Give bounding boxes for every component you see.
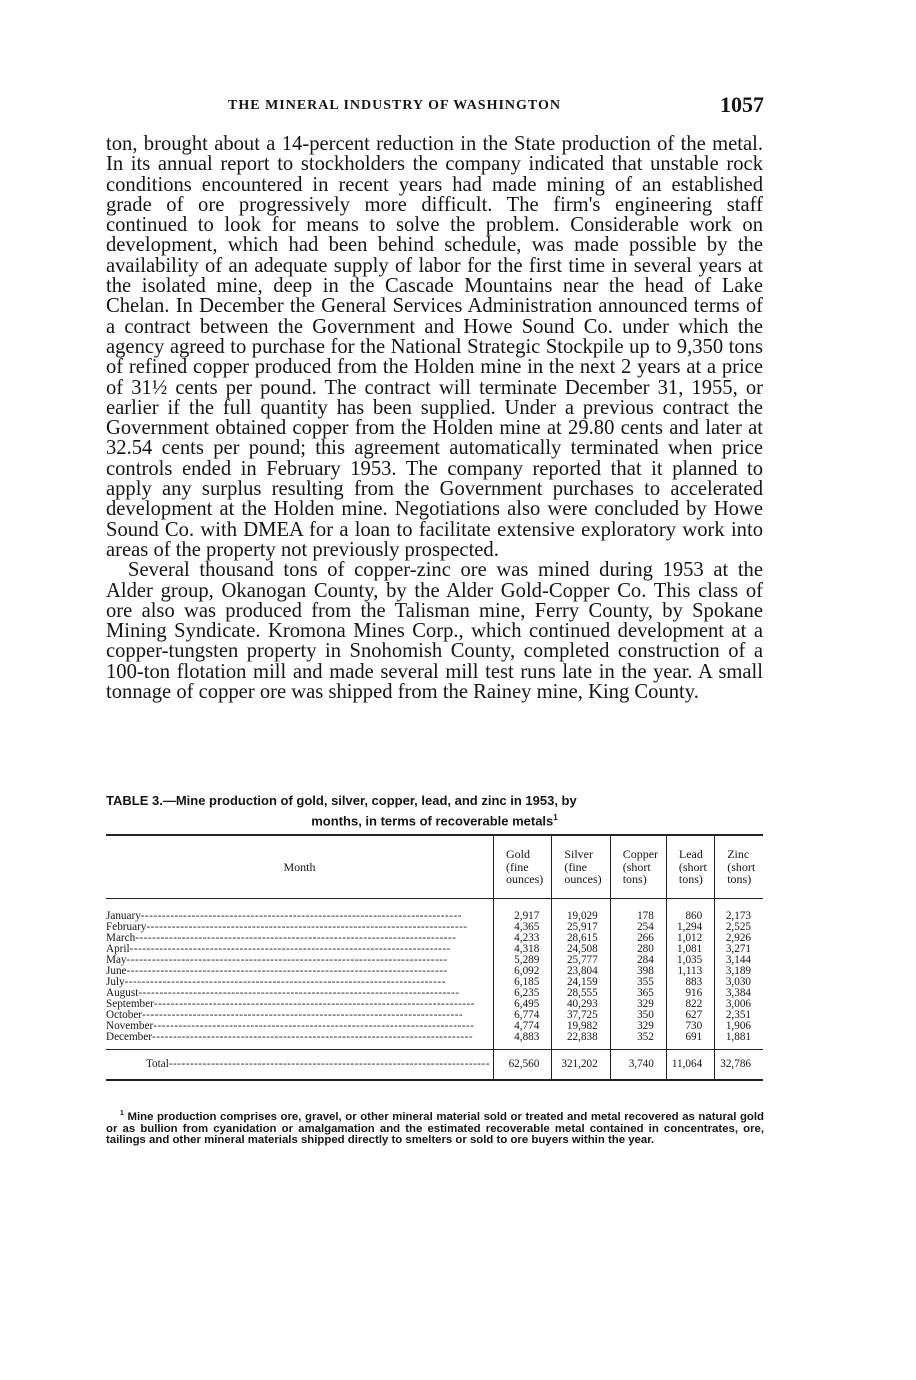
column-header-text: ounces) xyxy=(505,872,544,887)
lead-cell: 627 xyxy=(666,1010,714,1021)
silver-cell: 25,917 xyxy=(552,922,610,933)
silver-cell: 19,029 xyxy=(552,899,610,923)
zinc-cell: 3,006 xyxy=(715,999,763,1010)
lead-cell: 1,035 xyxy=(666,955,714,966)
zinc-cell: 3,384 xyxy=(715,988,763,999)
copper-cell: 254 xyxy=(610,922,666,933)
table-row xyxy=(106,899,763,923)
month-cell: October ----- xyxy=(106,1010,493,1021)
table-row xyxy=(106,922,763,933)
column-header-text: (short xyxy=(678,859,707,874)
silver-cell: 22,838 xyxy=(552,1032,610,1050)
silver-cell: 25,777 xyxy=(552,955,610,966)
zinc-cell: 2,525 xyxy=(715,922,763,933)
copper-cell: 398 xyxy=(610,966,666,977)
gold-cell: 4,365 xyxy=(493,922,551,933)
column-header-text: (fine xyxy=(564,859,587,874)
silver-cell: 19,982 xyxy=(552,1021,610,1032)
production-table xyxy=(106,834,763,1081)
page-number: 1057 xyxy=(720,92,764,117)
copper-cell: 352 xyxy=(610,1032,666,1050)
month-cell: January ----- xyxy=(106,899,493,923)
zinc-total: 32,786 xyxy=(715,1050,763,1081)
column-header-copper xyxy=(610,835,666,899)
zinc-cell: 3,271 xyxy=(715,944,763,955)
month-cell: April ----- xyxy=(106,944,493,955)
zinc-cell: 2,926 xyxy=(715,933,763,944)
lead-cell: 822 xyxy=(666,999,714,1010)
table-row xyxy=(106,933,763,944)
copper-cell: 284 xyxy=(610,955,666,966)
gold-cell: 5,289 xyxy=(493,955,551,966)
copper-cell: 350 xyxy=(610,1010,666,1021)
column-header-text: tons) xyxy=(727,872,752,887)
zinc-cell: 1,881 xyxy=(715,1032,763,1050)
zinc-cell: 3,144 xyxy=(715,955,763,966)
column-header-month xyxy=(106,835,493,899)
table-row xyxy=(106,955,763,966)
copper-cell: 329 xyxy=(610,999,666,1010)
column-header-text: tons) xyxy=(622,872,647,887)
lead-cell: 730 xyxy=(666,1021,714,1032)
zinc-cell: 3,030 xyxy=(715,977,763,988)
gold-cell: 4,233 xyxy=(493,933,551,944)
column-header-text: Copper xyxy=(622,847,659,862)
copper-total: 3,740 xyxy=(610,1050,666,1081)
zinc-cell: 2,351 xyxy=(715,1010,763,1021)
column-header-text: Month xyxy=(283,859,316,874)
silver-cell: 37,725 xyxy=(552,1010,610,1021)
column-header-text: Lead xyxy=(678,847,703,862)
gold-cell: 4,883 xyxy=(493,1032,551,1050)
table-row xyxy=(106,944,763,955)
gold-cell: 2,917 xyxy=(493,899,551,923)
lead-cell: 1,081 xyxy=(666,944,714,955)
gold-cell: 6,092 xyxy=(493,966,551,977)
month-cell: March ----- xyxy=(106,933,493,944)
column-header-zinc xyxy=(715,835,763,899)
month-cell: February ----- xyxy=(106,922,493,933)
column-header-text: Gold xyxy=(505,847,530,862)
caption-line-2-wrap xyxy=(106,809,763,829)
header-row xyxy=(106,835,763,899)
copper-cell: 266 xyxy=(610,933,666,944)
month-cell: August ----- xyxy=(106,988,493,999)
footnote-mark: 1 xyxy=(120,1110,124,1117)
gold-cell: 6,774 xyxy=(493,1010,551,1021)
column-header-text: (fine xyxy=(505,859,529,874)
gold-cell: 6,495 xyxy=(493,999,551,1010)
gold-cell: 4,774 xyxy=(493,1021,551,1032)
lead-cell: 860 xyxy=(666,899,714,923)
zinc-cell: 2,173 xyxy=(715,899,763,923)
month-cell: May ----- xyxy=(106,955,493,966)
footnote-text: Mine production comprises ore, gravel, or other mineral material sold or treated and metal recovered as natural gold or as bullion from cyanidation or amalgamation and the estimated recoverable metal contained in concentrates, ore, tailings and other mineral materials shipped directly to smelters or sold to ore buyers within the year. xyxy=(106,1110,764,1147)
column-header-text: Silver xyxy=(564,847,594,862)
zinc-cell: 3,189 xyxy=(715,966,763,977)
silver-cell: 40,293 xyxy=(552,999,610,1010)
table-caption xyxy=(106,792,763,829)
silver-cell: 28,555 xyxy=(552,988,610,999)
table-row xyxy=(106,1032,763,1050)
lead-cell: 1,294 xyxy=(666,922,714,933)
column-header-text: ounces) xyxy=(564,872,602,887)
lead-cell: 1,012 xyxy=(666,933,714,944)
caption-line-2: months, in terms of recoverable metals xyxy=(311,813,554,829)
column-header-text: (short xyxy=(727,859,756,874)
table-row xyxy=(106,1021,763,1032)
column-header-text: tons) xyxy=(678,872,703,887)
copper-cell: 329 xyxy=(610,1021,666,1032)
copper-cell: 178 xyxy=(610,899,666,923)
total-row xyxy=(106,1050,763,1081)
table-row xyxy=(106,1010,763,1021)
caption-footnote-mark: 1 xyxy=(553,813,558,822)
paragraph: Several thousand tons of copper-zinc ore was mined during 1953 at the Alder group, Okanogan County, by the Alder Gold-Copper Co. This class of ore also was produced from the Talisman mine, Ferry County, by Spokane Mining Syndicate. Kromona Mines Corp., which continued development at a copper-tungsten property in Snohomish County, completed construction of a 100-ton flotation mill and made several mill test runs late in the year. A small tonnage of copper ore was shipped from the Rainey mine, King County. xyxy=(106,559,763,704)
lead-cell: 1,113 xyxy=(666,966,714,977)
column-header-gold xyxy=(493,835,551,899)
table-row xyxy=(106,999,763,1010)
gold-cell: 6,185 xyxy=(493,977,551,988)
column-header-silver xyxy=(552,835,610,899)
month-cell: September ----- xyxy=(106,999,493,1010)
silver-cell: 23,804 xyxy=(552,966,610,977)
column-header-lead xyxy=(666,835,714,899)
zinc-cell: 1,906 xyxy=(715,1021,763,1032)
copper-cell: 365 xyxy=(610,988,666,999)
column-header-text: (short xyxy=(622,859,651,874)
column-header-text: Zinc xyxy=(727,847,750,862)
table-row xyxy=(106,966,763,977)
lead-cell: 883 xyxy=(666,977,714,988)
paragraph: ton, brought about a 14-percent reduction in the State production of the metal. In its annual report to stockholders the company indicated that unstable rock conditions encountered in recent years had made mining of an established grade of ore progressively more difficult. The firm's engineering staff continued to look for means to solve the problem. Considerable work on development, which had been behind schedule, was made possible by the availability of an adequate supply of labor for the first time in several years at the isolated mine, deep in the Cascade Mountains near the head of Lake Chelan. In December the General Services Administration announced terms of a contract between the Government and Howe Sound Co. under which the agency agreed to purchase for the National Strategic Stockpile up to 9,350 tons of refined copper produced from the Holden mine in the next 2 years at a price of 31½ cents per pound. The contract will terminate December 31, 1955, or earlier if the full quantity has been supplied. Under a previous contract the Government obtained copper from the Holden mine at 29.80 cents and later at 32.54 cents per pound; this agreement automatically terminated when price controls ended in February 1953. The company reported that it planned to apply any surplus resulting from the Government purchases to accelerated development at the Holden mine. Negotiations also were concluded by Howe Sound Co. with DMEA for a loan to facilitate extensive exploratory work into areas of the property not previously prospected. xyxy=(106,133,763,561)
silver-cell: 28,615 xyxy=(552,933,610,944)
body-text xyxy=(106,134,763,702)
month-cell: December ----- xyxy=(106,1032,493,1050)
lead-total: 11,064 xyxy=(666,1050,714,1081)
lead-cell: 691 xyxy=(666,1032,714,1050)
running-head: THE MINERAL INDUSTRY OF WASHINGTON xyxy=(228,98,562,113)
silver-total: 321,202 xyxy=(552,1050,610,1081)
total-label: Total ----- xyxy=(106,1050,493,1081)
silver-cell: 24,159 xyxy=(552,977,610,988)
gold-cell: 4,318 xyxy=(493,944,551,955)
copper-cell: 355 xyxy=(610,977,666,988)
table-row xyxy=(106,977,763,988)
gold-cell: 6,235 xyxy=(493,988,551,999)
month-cell: June ----- xyxy=(106,966,493,977)
table-footnote xyxy=(106,1108,764,1147)
gold-total: 62,560 xyxy=(493,1050,551,1081)
caption-line-1: TABLE 3.—Mine production of gold, silver, copper, lead, and zinc in 1953, by xyxy=(106,793,577,808)
table-row xyxy=(106,988,763,999)
copper-cell: 280 xyxy=(610,944,666,955)
silver-cell: 24,508 xyxy=(552,944,610,955)
month-cell: November ----- xyxy=(106,1021,493,1032)
page-header xyxy=(106,92,764,118)
lead-cell: 916 xyxy=(666,988,714,999)
month-cell: July ----- xyxy=(106,977,493,988)
